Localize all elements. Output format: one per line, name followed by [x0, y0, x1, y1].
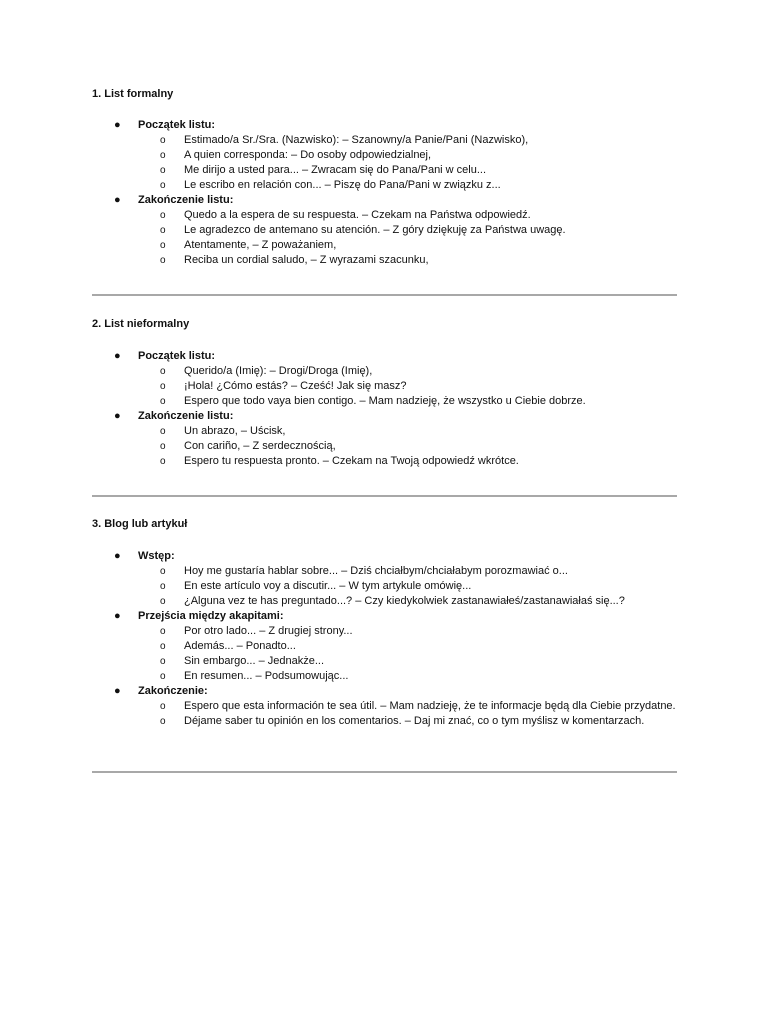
section-informal-letter: [92, 317, 677, 469]
section-formal-letter: [92, 87, 677, 268]
list-item: [138, 178, 677, 193]
group: [92, 684, 677, 729]
section-divider: [92, 294, 677, 296]
list-item: [138, 714, 677, 729]
section-divider: [92, 771, 677, 773]
group-label: Początek listu:: [138, 119, 216, 131]
item-text: Sin embargo... – Jednakże...: [184, 655, 325, 667]
section-title: 3. Blog lub artykuł: [92, 518, 188, 530]
list-item: [138, 454, 677, 469]
list-item: [138, 208, 677, 223]
circle-bullet-icon: o: [160, 656, 166, 667]
circle-bullet-icon: o: [160, 150, 166, 161]
list-item: [138, 148, 677, 163]
group: [92, 118, 677, 193]
item-list: [138, 564, 677, 609]
item-text: Por otro lado... – Z drugiej strony...: [184, 625, 353, 637]
circle-bullet-icon: o: [160, 165, 166, 176]
group-label: Początek listu:: [138, 350, 216, 362]
item-text: ¿Alguna vez te has preguntado...? – Czy kiedykolwiek zastanawiałeś/zastanawiałaś się...?: [184, 595, 625, 607]
item-text: Un abrazo, – Uścisk,: [184, 425, 286, 437]
group: [92, 349, 677, 409]
item-text: Me dirijo a usted para... – Zwracam się do Pana/Pani w celu...: [184, 164, 487, 176]
circle-bullet-icon: o: [160, 641, 166, 652]
item-list: [138, 208, 677, 268]
circle-bullet-icon: o: [160, 566, 166, 577]
bullet-icon: ●: [114, 410, 121, 422]
group-list: [92, 549, 677, 729]
circle-bullet-icon: o: [160, 135, 166, 146]
section-title: 1. List formalny: [92, 88, 174, 100]
bullet-icon: ●: [114, 550, 121, 562]
section-blog-article: [92, 517, 677, 729]
circle-bullet-icon: o: [160, 381, 166, 392]
circle-bullet-icon: o: [160, 210, 166, 221]
item-text: Reciba un cordial saludo, – Z wyrazami szacunku,: [184, 254, 429, 266]
list-item: [138, 133, 677, 148]
circle-bullet-icon: o: [160, 255, 166, 266]
list-item: [138, 238, 677, 253]
bullet-icon: ●: [114, 610, 121, 622]
item-text: Atentamente, – Z poważaniem,: [184, 239, 337, 251]
group-label: Przejścia między akapitami:: [138, 610, 284, 622]
list-item: [138, 579, 677, 594]
circle-bullet-icon: o: [160, 426, 166, 437]
item-text: Espero que todo vaya bien contigo. – Mam nadzieję, że wszystko u Ciebie dobrze.: [184, 395, 586, 407]
list-item: [138, 424, 677, 439]
item-text: Le escribo en relación con... – Piszę do Pana/Pani w związku z...: [184, 179, 501, 191]
circle-bullet-icon: o: [160, 671, 166, 682]
item-list: [138, 424, 677, 469]
list-item: [138, 594, 677, 609]
item-list: [138, 133, 677, 193]
list-item: [138, 439, 677, 454]
circle-bullet-icon: o: [160, 366, 166, 377]
bullet-icon: ●: [114, 194, 121, 206]
circle-bullet-icon: o: [160, 396, 166, 407]
item-list: [138, 699, 677, 729]
item-text: Espero que esta información te sea útil. – Mam nadzieję, że te informacje będą dla Ciebie przydatne.: [184, 700, 676, 712]
list-item: [138, 379, 677, 394]
list-item: [138, 253, 677, 268]
circle-bullet-icon: o: [160, 180, 166, 191]
circle-bullet-icon: o: [160, 581, 166, 592]
list-item: [138, 699, 677, 714]
item-text: Le agradezco de antemano su atención. – Z góry dziękuję za Państwa uwagę.: [184, 224, 566, 236]
group-list: [92, 118, 677, 268]
group-label: Zakończenie listu:: [138, 194, 234, 206]
list-item: [138, 394, 677, 409]
section-divider: [92, 495, 677, 497]
item-text: En este artículo voy a discutir... – W tym artykule omówię...: [184, 580, 472, 592]
circle-bullet-icon: o: [160, 225, 166, 236]
list-item: [138, 364, 677, 379]
item-text: Con cariño, – Z serdecznością,: [184, 440, 336, 452]
circle-bullet-icon: o: [160, 701, 166, 712]
group: [92, 549, 677, 609]
item-list: [138, 624, 677, 684]
item-text: Además... – Ponadto...: [184, 640, 296, 652]
group: [92, 193, 677, 268]
list-item: [138, 669, 677, 684]
list-item: [138, 624, 677, 639]
list-item: [138, 163, 677, 178]
item-text: En resumen... – Podsumowując...: [184, 670, 349, 682]
circle-bullet-icon: o: [160, 456, 166, 467]
list-item: [138, 654, 677, 669]
item-text: Déjame saber tu opinión en los comentarios. – Daj mi znać, co o tym myślisz w komentarzach.: [184, 715, 645, 727]
bullet-icon: ●: [114, 685, 121, 697]
list-item: [138, 223, 677, 238]
item-text: Quedo a la espera de su respuesta. – Czekam na Państwa odpowiedź.: [184, 209, 531, 221]
list-item: [138, 639, 677, 654]
group-list: [92, 349, 677, 469]
group-label: Zakończenie listu:: [138, 410, 234, 422]
item-list: [138, 364, 677, 409]
bullet-icon: ●: [114, 350, 121, 362]
circle-bullet-icon: o: [160, 626, 166, 637]
group: [92, 409, 677, 469]
group-label: Wstęp:: [138, 550, 175, 562]
group: [92, 609, 677, 684]
group-label: Zakończenie:: [138, 685, 208, 697]
item-text: Espero tu respuesta pronto. – Czekam na Twoją odpowiedź wkrótce.: [184, 455, 519, 467]
circle-bullet-icon: o: [160, 716, 166, 727]
item-text: Hoy me gustaría hablar sobre... – Dziś chciałbym/chciałabym porozmawiać o...: [184, 565, 568, 577]
item-text: Querido/a (Imię): – Drogi/Droga (Imię),: [184, 365, 373, 377]
item-text: Estimado/a Sr./Sra. (Nazwisko): – Szanowny/a Panie/Pani (Nazwisko),: [184, 134, 529, 146]
circle-bullet-icon: o: [160, 240, 166, 251]
bullet-icon: ●: [114, 119, 121, 131]
item-text: A quien corresponda: – Do osoby odpowiedzialnej,: [184, 149, 432, 161]
circle-bullet-icon: o: [160, 441, 166, 452]
item-text: ¡Hola! ¿Cómo estás? – Cześć! Jak się masz?: [184, 380, 407, 392]
list-item: [138, 564, 677, 579]
circle-bullet-icon: o: [160, 596, 166, 607]
section-title: 2. List nieformalny: [92, 318, 190, 330]
